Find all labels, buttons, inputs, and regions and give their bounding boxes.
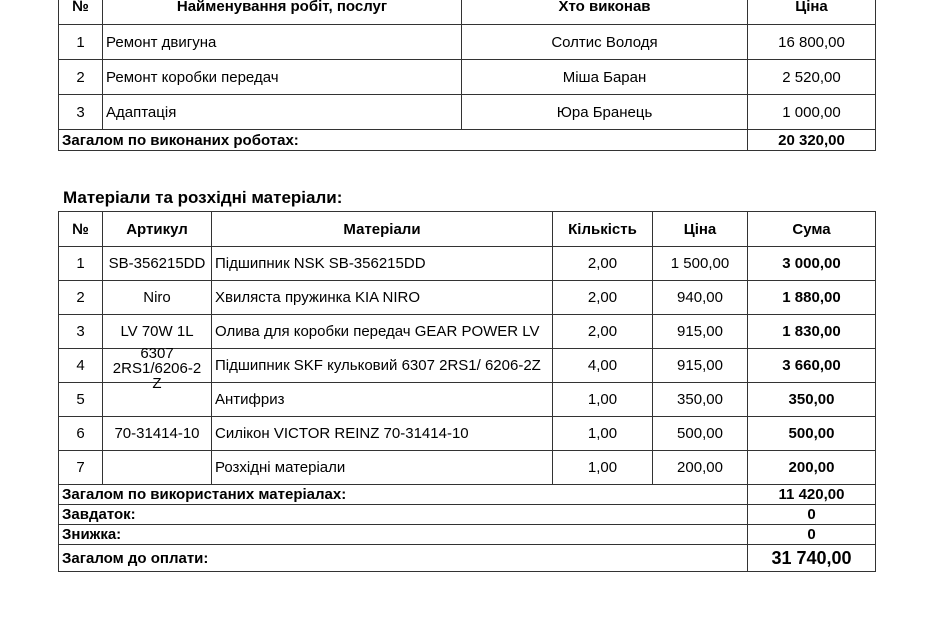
table-row — [59, 60, 876, 95]
material-number: 5 — [59, 383, 103, 417]
table-row — [59, 417, 876, 451]
material-sum: 200,00 — [748, 451, 876, 485]
materials-header-sum: Сума — [748, 212, 876, 247]
table-row — [59, 25, 876, 60]
discount-label: Знижка: — [59, 525, 748, 545]
works-header-who: Хто виконав — [462, 0, 748, 25]
material-article — [103, 344, 212, 392]
material-article: 70-31414-10 — [103, 417, 212, 451]
material-name: Антифриз — [212, 383, 553, 417]
material-article: SB-356215DD — [103, 247, 212, 281]
material-price: 200,00 — [653, 451, 748, 485]
material-name: Розхідні матеріали — [212, 451, 553, 485]
material-article-line: 2RS1/6206-2 — [112, 359, 202, 377]
material-quantity: 1,00 — [553, 417, 653, 451]
discount-value: 0 — [748, 525, 876, 545]
materials-table — [58, 211, 876, 572]
material-name: Силікон VICTOR REINZ 70-31414-10 — [212, 417, 553, 451]
material-sum: 1 830,00 — [748, 315, 876, 349]
works-header-number: № — [59, 0, 103, 25]
material-sum: 350,00 — [748, 383, 876, 417]
material-price: 915,00 — [653, 315, 748, 349]
materials-section-title: Матеріали та розхідні матеріали: — [63, 188, 343, 207]
work-performer: Міша Баран — [462, 60, 748, 95]
material-name: Підшипник NSK SB-356215DD — [212, 247, 553, 281]
materials-header-number: № — [59, 212, 103, 247]
material-quantity: 2,00 — [553, 281, 653, 315]
material-number: 1 — [59, 247, 103, 281]
discount-row — [59, 525, 876, 545]
materials-header-price: Ціна — [653, 212, 748, 247]
table-row — [59, 281, 876, 315]
material-price: 500,00 — [653, 417, 748, 451]
material-sum: 1 880,00 — [748, 281, 876, 315]
materials-total-value: 11 420,00 — [748, 485, 876, 505]
work-price: 2 520,00 — [748, 60, 876, 95]
material-article-line: 6307 — [140, 344, 174, 362]
material-article: Niro — [103, 281, 212, 315]
materials-header-article: Артикул — [103, 212, 212, 247]
work-price: 16 800,00 — [748, 25, 876, 60]
table-row — [59, 349, 876, 383]
work-price: 1 000,00 — [748, 95, 876, 130]
material-quantity: 4,00 — [553, 349, 653, 383]
materials-header-row — [59, 212, 876, 247]
materials-header-name: Матеріали — [212, 212, 553, 247]
work-performer: Солтис Володя — [462, 25, 748, 60]
material-price: 915,00 — [653, 349, 748, 383]
work-name: Ремонт двигуна — [103, 25, 462, 60]
material-number: 7 — [59, 451, 103, 485]
works-total-label: Загалом по виконаних роботах: — [59, 130, 748, 151]
material-number: 6 — [59, 417, 103, 451]
material-quantity: 2,00 — [553, 315, 653, 349]
material-price: 1 500,00 — [653, 247, 748, 281]
materials-total-label: Загалом по використаних матеріалах: — [59, 485, 748, 505]
work-number: 1 — [59, 25, 103, 60]
table-row — [59, 315, 876, 349]
material-price: 350,00 — [653, 383, 748, 417]
works-header-price: Ціна — [748, 0, 876, 25]
material-number: 3 — [59, 315, 103, 349]
material-number: 4 — [59, 349, 103, 383]
material-price: 940,00 — [653, 281, 748, 315]
works-header-name: Найменування робіт, послуг — [103, 0, 462, 25]
table-row — [59, 95, 876, 130]
grand-total-value: 31 740,00 — [748, 545, 876, 572]
material-sum: 500,00 — [748, 417, 876, 451]
material-quantity: 2,00 — [553, 247, 653, 281]
material-quantity: 1,00 — [553, 383, 653, 417]
material-sum: 3 000,00 — [748, 247, 876, 281]
deposit-label: Завдаток: — [59, 505, 748, 525]
work-name: Адаптація — [103, 95, 462, 130]
material-number: 2 — [59, 281, 103, 315]
deposit-value: 0 — [748, 505, 876, 525]
table-row — [59, 247, 876, 281]
work-performer: Юра Бранець — [462, 95, 748, 130]
material-name: Підшипник SKF кульковий 6307 2RS1/ 6206-2Z — [212, 349, 553, 383]
work-number: 2 — [59, 60, 103, 95]
works-total-value: 20 320,00 — [748, 130, 876, 151]
materials-total-row — [59, 485, 876, 505]
grand-total-label: Загалом до оплати: — [59, 545, 748, 572]
work-number: 3 — [59, 95, 103, 130]
deposit-row — [59, 505, 876, 525]
works-header-row — [59, 0, 876, 25]
table-row — [59, 451, 876, 485]
material-name: Хвиляста пружинка KIA NIRO — [212, 281, 553, 315]
material-article — [103, 451, 212, 485]
material-quantity: 1,00 — [553, 451, 653, 485]
material-article-line: Z — [152, 374, 162, 392]
material-sum: 3 660,00 — [748, 349, 876, 383]
works-total-row — [59, 130, 876, 151]
grand-total-row — [59, 545, 876, 572]
material-article: LV 70W 1L — [103, 315, 212, 349]
material-name: Олива для коробки передач GEAR POWER LV — [212, 315, 553, 349]
works-table — [58, 0, 876, 151]
work-name: Ремонт коробки передач — [103, 60, 462, 95]
materials-header-quantity: Кількість — [553, 212, 653, 247]
